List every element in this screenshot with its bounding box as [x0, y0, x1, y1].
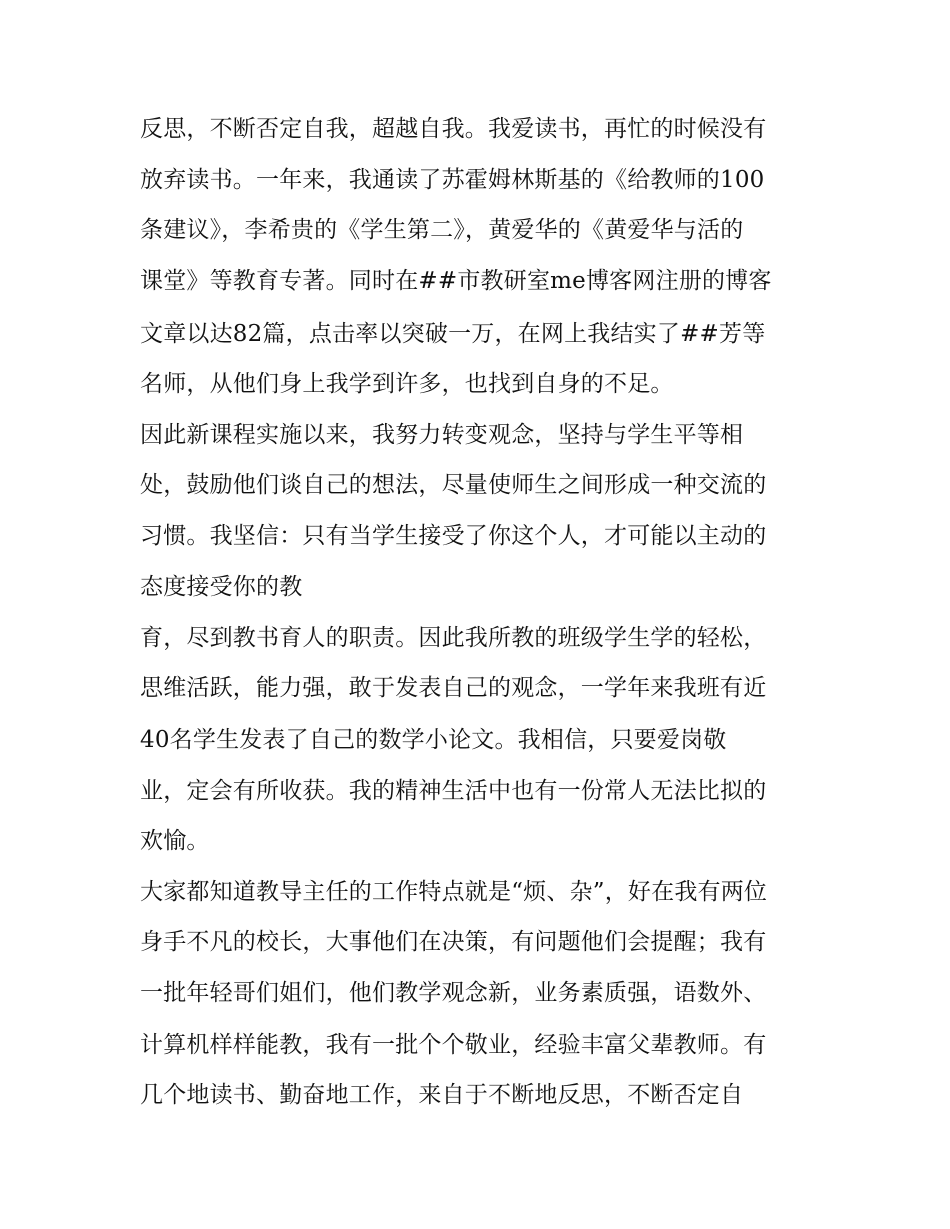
- text-line: 40名学生发表了自己的数学小论文。我相信，只要爱岗敬: [140, 727, 727, 753]
- text-line: 课堂》等教育专著。同时在##市教研室me博客网注册的博客: [140, 268, 772, 294]
- text-line: 育，尽到教书育人的职责。因此我所教的班级学生学的轻松，: [140, 625, 767, 651]
- text-line: 文章以达82篇，点击率以突破一万，在网上我结实了##芳等: [140, 321, 766, 347]
- text-line: 处，鼓励他们谈自己的想法，尽量使师生之间形成一种交流的: [140, 472, 767, 498]
- text-line: 计算机样样能教，我有一批个个敬业，经验丰富父辈教师。有: [140, 1032, 767, 1058]
- text-line: 名师，从他们身上我学到许多，也找到自身的不足。: [140, 371, 674, 397]
- text-line: 几个地读书、勤奋地工作，来自于不断地反思，不断否定自: [140, 1082, 744, 1108]
- text-line: 大家都知道教导主任的工作特点就是“烦、杂”，好在我有两位: [140, 879, 768, 905]
- text-line: 条建议》，李希贵的《学生第二》，黄爱华的《黄爱华与活的: [140, 217, 744, 243]
- text-line: 因此新课程实施以来，我努力转变观念，坚持与学生平等相: [140, 422, 744, 448]
- text-line: 态度接受你的教: [140, 574, 303, 600]
- text-line: 反思，不断否定自我，超越自我。我爱读书，再忙的时候没有: [140, 116, 767, 142]
- text-line: 思维活跃，能力强，敢于发表自己的观念，一学年来我班有近: [140, 675, 767, 701]
- text-line: 业，定会有所收获。我的精神生活中也有一份常人无法比拟的: [140, 778, 767, 804]
- text-line: 习惯。我坚信：只有当学生接受了你这个人，才可能以主动的: [140, 523, 767, 549]
- text-line: 欢愉。: [140, 828, 210, 854]
- text-line: 一批年轻哥们姐们，他们教学观念新，业务素质强，语数外、: [140, 980, 767, 1006]
- text-line: 身手不凡的校长，大事他们在决策，有问题他们会提醒；我有: [140, 929, 767, 955]
- text-line: 放弃读书。一年来，我通读了苏霍姆林斯基的《给教师的100: [140, 167, 765, 193]
